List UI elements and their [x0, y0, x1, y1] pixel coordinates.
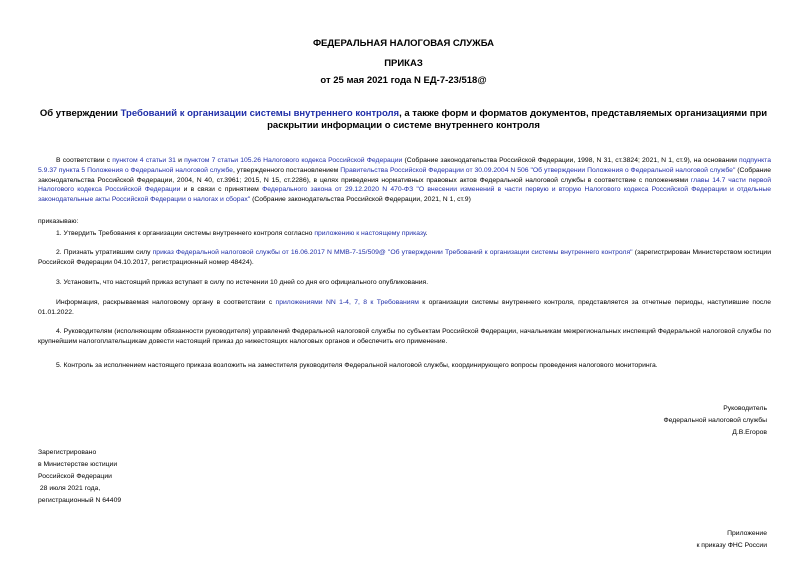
preamble-link[interactable]: пунктом 7 статьи 105.26 Налогового кодекса Российской Федерации [184, 157, 403, 164]
preamble-link[interactable]: подпункта 5.9.37 пункта 5 Положения о Федеральной налоговой службе [38, 157, 771, 174]
info-link[interactable]: приложениями NN 1-4, 7, 8 к Требованиям [275, 299, 419, 306]
preamble-text: (Собрание законодательства Российской Федерации, 2004, N 40, ст.3961; 2015, N 15, ст.2286), в целях приведения нормативных правовых актов Федеральной налоговой службы в соответствие с положениями [38, 166, 772, 184]
doc-type: ПРИКАЗ [384, 58, 423, 69]
doc-date-number: от 25 мая 2021 года N ЕД-7-23/518@ [320, 75, 487, 86]
title-post: , а также форм и форматов документов, представляемых организациями при раскрытии информации о системе внутреннего контроля [267, 108, 768, 131]
appendix-block [696, 528, 767, 552]
info-paragraph [38, 298, 771, 318]
item-2-text: 2. Признать утратившим силу [56, 249, 153, 256]
item-1 [38, 229, 771, 239]
preamble-text: и [175, 157, 185, 164]
doc-title [30, 108, 777, 132]
preamble-text: (Собрание законодательства Российской Федерации, 1998, N 31, ст.3824; 2021, N 1, ст.9), на основании [402, 157, 740, 164]
preamble-text: и в связи с принятием [180, 186, 263, 194]
preamble [38, 156, 771, 205]
title-link[interactable]: Требований к организации системы внутреннего контроля [120, 108, 400, 119]
registration-line: Зарегистрировано [38, 449, 97, 456]
registration-line: Российской Федерации [38, 473, 112, 480]
item-2 [38, 248, 771, 268]
registration-block [38, 447, 121, 507]
signature-line: Руководитель [723, 405, 767, 412]
info-text: к организации системы внутреннего контроля, представляется за отчетные периоды, наступившие после 01.01.2022. [38, 299, 771, 316]
appendix-line: к приказу ФНС России [696, 542, 767, 549]
preamble-link[interactable]: Федерального закона от 29.12.2020 N 470-ФЗ "О внесении изменений в части первую и вторую Налогового кодекса Российской Федерации и отдельные законодательные акты Российской Федерации о налогах и сборах" [38, 186, 772, 204]
preamble-text: В соответствии с [56, 157, 113, 164]
item-1-text: . [425, 230, 428, 237]
signature-line: Д.В.Егоров [732, 429, 767, 436]
signature-line: Федеральной налоговой службы [663, 417, 767, 424]
item-2-text: (зарегистрирован Министерством юстиции Российской Федерации 04.10.2017, регистрационный номер 48424). [38, 249, 772, 266]
agency-name: ФЕДЕРАЛЬНАЯ НАЛОГОВАЯ СЛУЖБА [312, 38, 495, 49]
registration-line: 28 июля 2021 года, [38, 485, 101, 492]
item-3: 3. Установить, что настоящий приказ вступает в силу по истечении 10 дней со дня его официального опубликования. [56, 279, 429, 286]
registration-line: регистрационный N 64409 [38, 497, 122, 504]
item-5: 5. Контроль за исполнением настоящего приказа возложить на заместителя руководителя Федеральной налоговой службы, координирующего вопросы проведения налогового мониторинга. [56, 362, 658, 369]
info-text: Информация, раскрываемая налоговому органу в соответствии с [56, 299, 276, 306]
preamble-link[interactable]: пунктом 4 статьи 31 [112, 157, 176, 164]
preamble-link[interactable]: главы 14.7 части первой Налогового кодекса Российской Федерации [38, 176, 772, 194]
preamble-text: (Собрание законодательства Российской Федерации, 2021, N 1, ст.9) [250, 196, 471, 204]
preamble-text: , утвержденного постановлением [232, 166, 341, 174]
item-1-text: 1. Утвердить Требования к организации системы внутреннего контроля согласно [56, 230, 315, 237]
signature-block [663, 403, 767, 439]
registration-line: в Министерстве юстиции [38, 461, 118, 468]
preamble-link[interactable]: Правительства Российской Федерации от 30.09.2004 N 506 "Об утверждении Положения о Федеральной налоговой службе" [340, 166, 736, 174]
item-4: 4. Руководителям (исполняющим обязанности руководителя) управлений Федеральной налоговой службы по субъектам Российской Федерации, начальникам межрегиональных инспекций Федеральной налоговой службы по крупнейшим налогоплательщикам довести настоящий приказ до нижестоящих налоговых органов и обеспечить его применение. [38, 328, 771, 345]
order-word: приказываю: [38, 218, 79, 225]
appendix-line: Приложение [727, 530, 767, 537]
item-2-link[interactable]: приказ Федеральной налоговой службы от 16.06.2017 N ММВ-7-15/509@ "Об утверждении Требований к организации системы внутреннего контроля" [152, 249, 633, 256]
title-pre: Об утверждении [39, 108, 121, 119]
item-1-link[interactable]: приложению к настоящему приказу [314, 230, 426, 237]
